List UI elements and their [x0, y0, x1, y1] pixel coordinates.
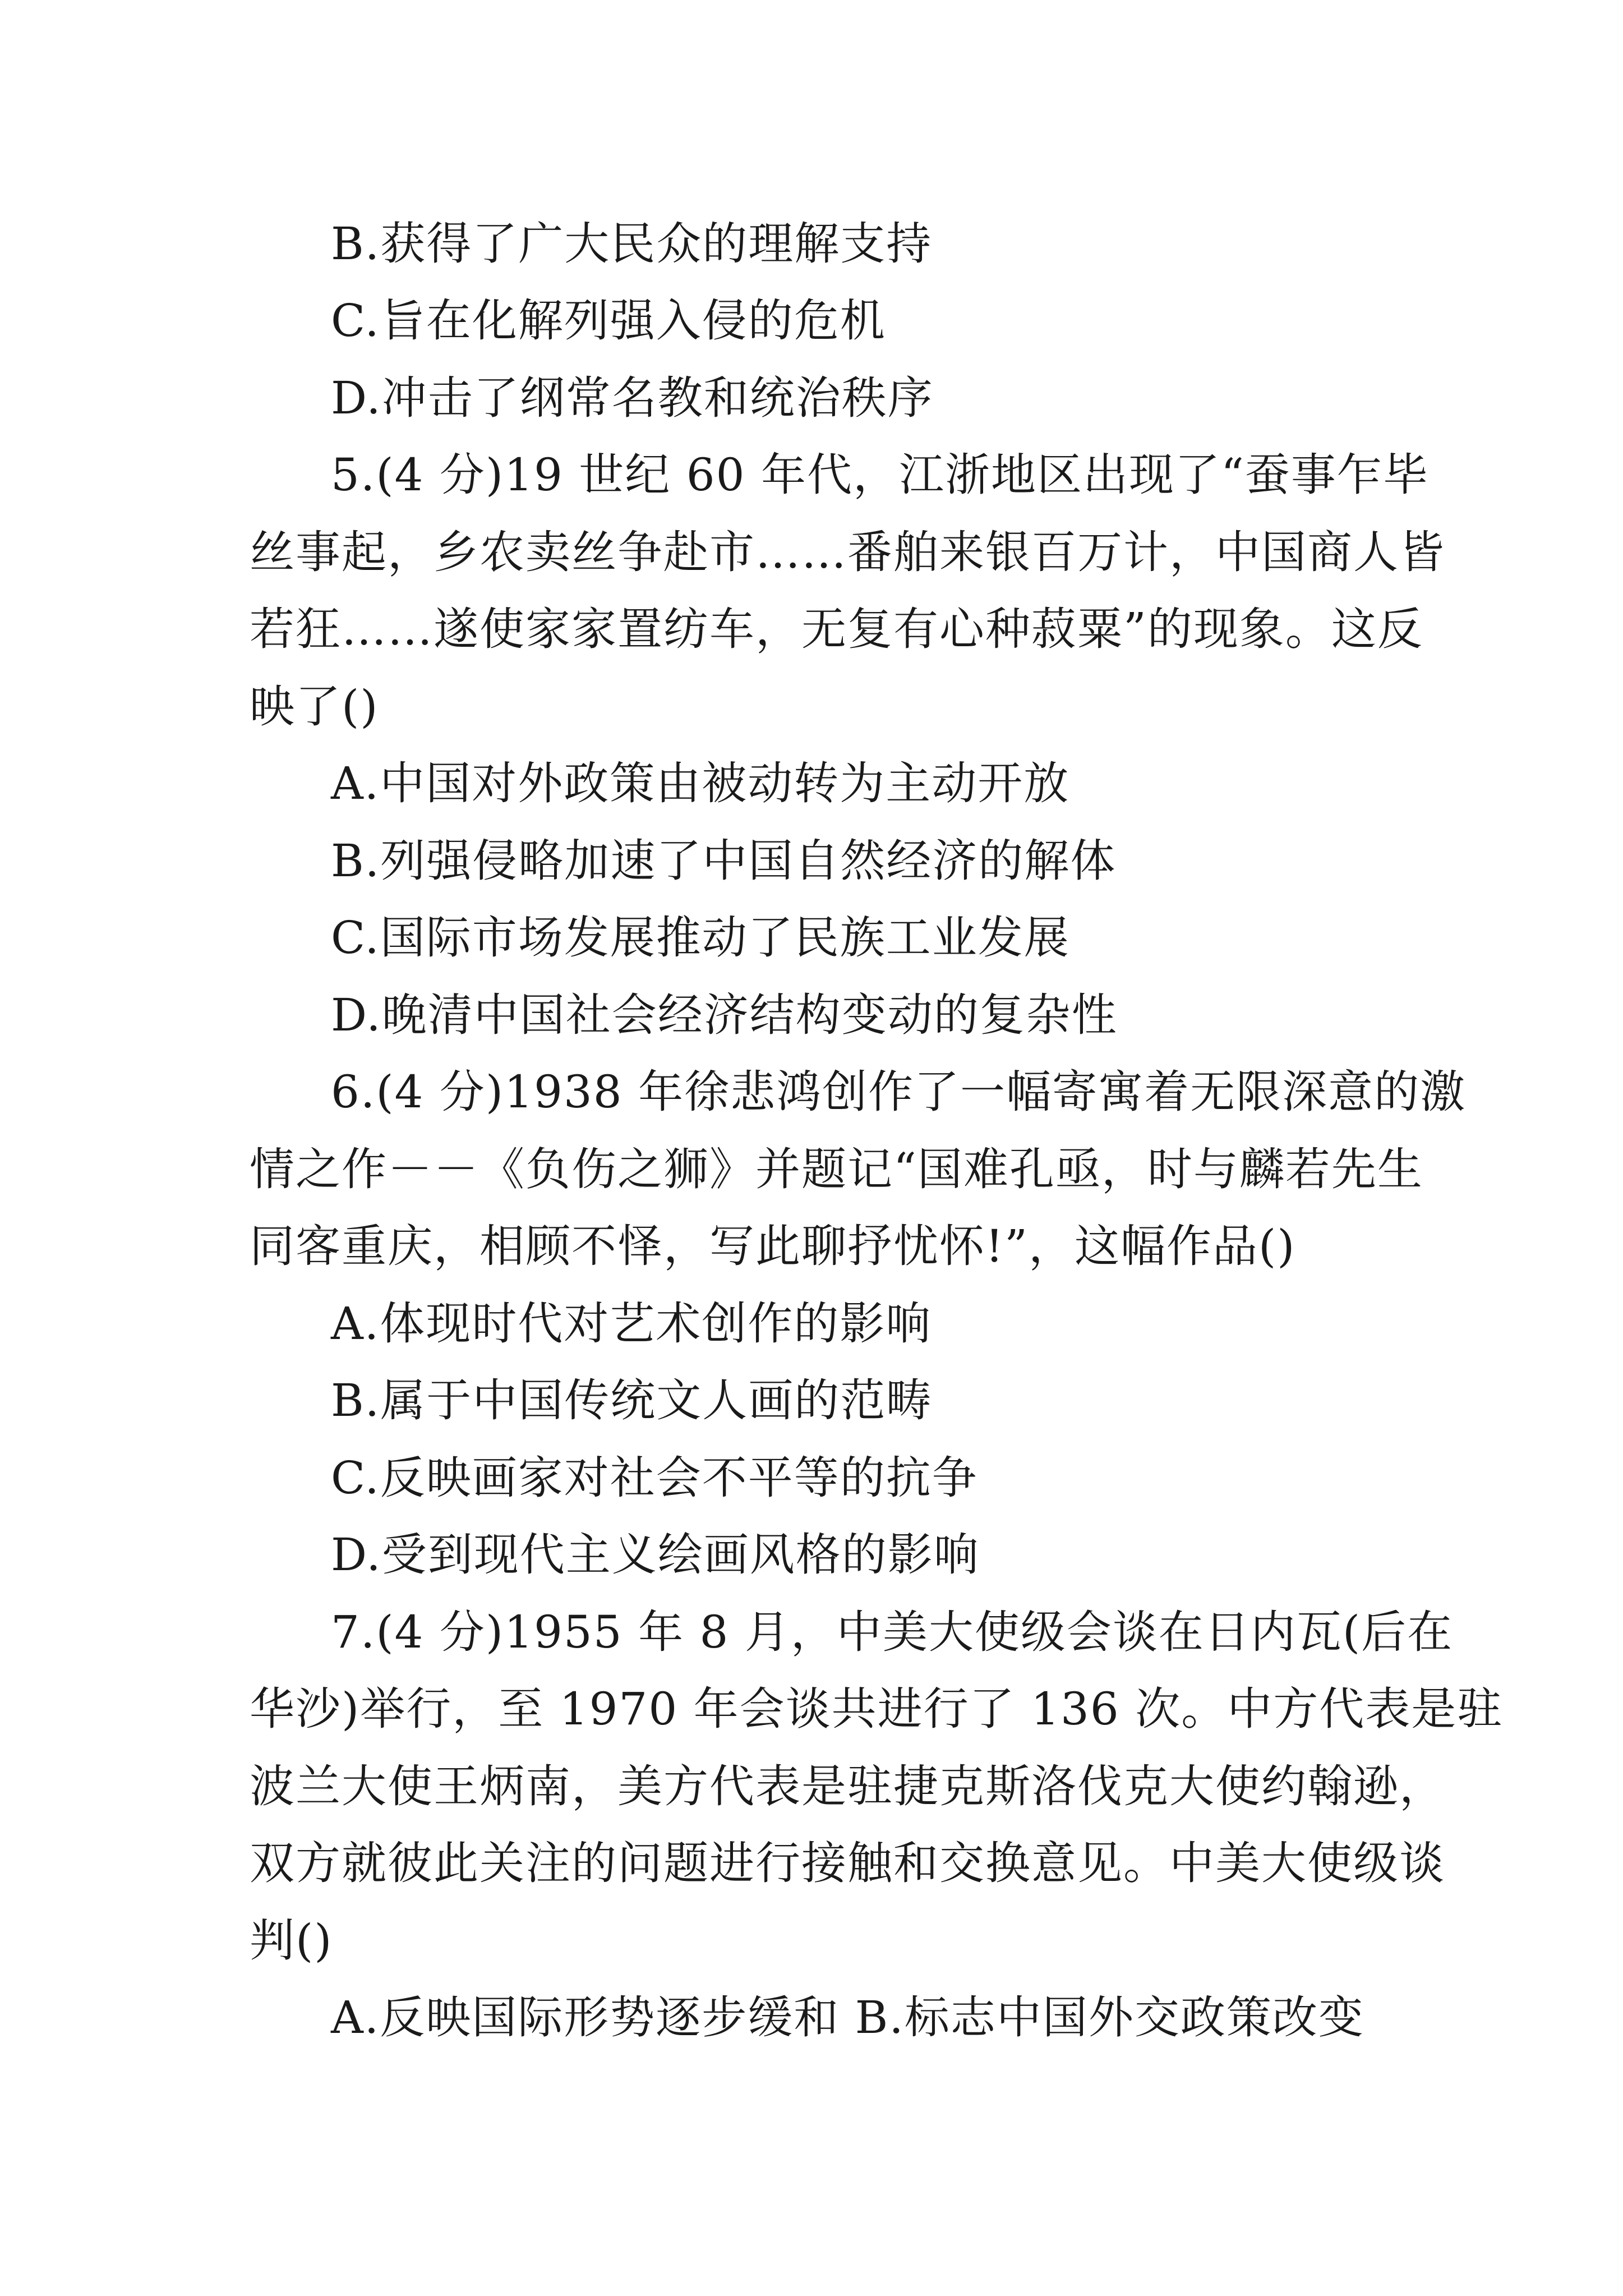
- q6-option-d: D.受到现代主义绘画风格的影响: [331, 1529, 980, 1581]
- q7-stem-line-4: 双方就彼此关注的问题进行接触和交换意见。中美大使级谈: [250, 1837, 1445, 1889]
- q5-option-b: B.列强侵略加速了中国自然经济的解体: [331, 835, 1117, 887]
- q6-stem-line-1: 6.(4 分)1938 年徐悲鸿创作了一幅寄寓着无限深意的激: [331, 1066, 1467, 1118]
- q6-option-c: C.反映画家对社会不平等的抗争: [331, 1452, 978, 1504]
- q5-stem-line-2: 丝事起，乡农卖丝争赴市……番舶来银百万计，中国商人皆: [250, 526, 1445, 578]
- q6-stem-line-3: 同客重庆，相顾不怿，写此聊抒忧怀!”，这幅作品(): [250, 1220, 1296, 1272]
- q7-options-ab: A.反映国际形势逐步缓和 B.标志中国外交政策改变: [331, 1991, 1364, 2044]
- q4-option-b: B.获得了广大民众的理解支持: [331, 218, 933, 270]
- q7-stem-line-1: 7.(4 分)1955 年 8 月，中美大使级会谈在日内瓦(后在: [331, 1606, 1454, 1658]
- q4-option-c: C.旨在化解列强入侵的危机: [331, 295, 886, 347]
- q5-option-a: A.中国对外政策由被动转为主动开放: [331, 757, 1070, 809]
- q6-option-a: A.体现时代对艺术创作的影响: [331, 1297, 932, 1350]
- q7-stem-line-5: 判(): [250, 1915, 333, 1967]
- q5-stem-line-3: 若狂……遂使家家置纺车，无复有心种菽粟”的现象。这反: [250, 603, 1423, 655]
- q5-option-d: D.晚清中国社会经济结构变动的复杂性: [331, 989, 1118, 1041]
- q7-stem-line-3: 波兰大使王炳南，美方代表是驻捷克斯洛伐克大使约翰逊，: [250, 1760, 1445, 1812]
- q7-stem-line-2: 华沙)举行，至 1970 年会谈共进行了 136 次。中方代表是驻: [250, 1683, 1504, 1735]
- q6-stem-line-2: 情之作－－《负伤之狮》并题记“国难孔亟，时与麟若先生: [250, 1143, 1423, 1195]
- q5-stem-line-4: 映了(): [250, 680, 379, 733]
- q4-option-d: D.冲击了纲常名教和统治秩序: [331, 372, 934, 424]
- q5-option-c: C.国际市场发展推动了民族工业发展: [331, 912, 1070, 964]
- q5-stem-line-1: 5.(4 分)19 世纪 60 年代，江浙地区出现了“蚕事乍毕: [331, 449, 1429, 501]
- q6-option-b: B.属于中国传统文人画的范畴: [331, 1374, 933, 1427]
